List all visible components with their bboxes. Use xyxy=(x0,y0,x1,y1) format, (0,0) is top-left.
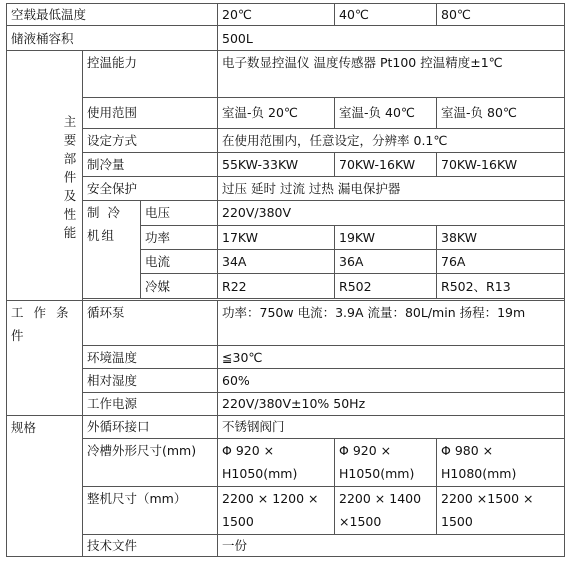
docs-value: 一份 xyxy=(218,534,565,557)
machine-size-v3: 2200 ×1500 × 1500 xyxy=(437,486,565,534)
tank-label: 储液桶容积 xyxy=(7,26,218,50)
row-setting xyxy=(7,129,565,153)
row-tank xyxy=(7,26,565,50)
refrigerant-v3: R502、R13 xyxy=(437,274,565,298)
tank-size-v1: Φ 920 × H1050(mm) xyxy=(218,438,335,486)
row-tank-size xyxy=(7,438,565,486)
machine-size-label: 整机尺寸（mm） xyxy=(83,486,218,534)
row-cooling xyxy=(7,153,565,176)
temp-control-value: 电子数显控温仪 温度传感器 Pt100 控温精度±1℃ xyxy=(218,50,565,97)
tank-size-v3: Φ 980 × H1080(mm) xyxy=(437,438,565,486)
row-docs xyxy=(7,534,565,557)
humidity-label: 相对湿度 xyxy=(83,368,218,392)
current-v3: 76A xyxy=(437,249,565,273)
use-range-v3: 室温-负 80℃ xyxy=(437,97,565,129)
unit-label: 制 冷 机组 xyxy=(83,201,141,299)
cooling-v3: 70KW-16KW xyxy=(437,153,565,176)
min-temp-v2: 40℃ xyxy=(335,4,437,26)
cooling-v1: 55KW-33KW xyxy=(218,153,335,176)
row-power-supply xyxy=(7,393,565,415)
conditions-group-label: 工 作 条 件 xyxy=(7,300,83,415)
env-temp-value: ≦30℃ xyxy=(218,346,565,368)
row-temp-control xyxy=(7,50,565,97)
temp-control-label: 控温能力 xyxy=(83,50,218,97)
row-pump xyxy=(7,300,565,346)
tank-size-v2: Φ 920 × H1050(mm) xyxy=(335,438,437,486)
min-temp-v3: 80℃ xyxy=(437,4,565,26)
refrigerant-v1: R22 xyxy=(218,274,335,298)
machine-size-v2: 2200 × 1400 ×1500 xyxy=(335,486,437,534)
power-label: 功率 xyxy=(141,225,218,249)
current-label: 电流 xyxy=(141,249,218,273)
safety-label: 安全保护 xyxy=(83,176,218,200)
power-supply-value: 220V/380V±10% 50Hz xyxy=(218,393,565,415)
spec-group-label: 规格 xyxy=(7,415,83,556)
refrigerant-label: 冷媒 xyxy=(141,274,218,298)
tank-size-label: 冷槽外形尺寸(mm) xyxy=(83,438,218,486)
power-v3: 38KW xyxy=(437,225,565,249)
power-v2: 19KW xyxy=(335,225,437,249)
power-supply-label: 工作电源 xyxy=(83,393,218,415)
env-temp-label: 环境温度 xyxy=(83,346,218,368)
voltage-value: 220V/380V xyxy=(218,201,565,225)
refrigerant-v2: R502 xyxy=(335,274,437,298)
min-temp-v1: 20℃ xyxy=(218,4,335,26)
spec-table xyxy=(6,3,565,557)
safety-value: 过压 延时 过流 过热 漏电保护器 xyxy=(218,176,565,200)
machine-size-v1: 2200 × 1200 × 1500 xyxy=(218,486,335,534)
docs-label: 技术文件 xyxy=(83,534,218,557)
use-range-v1: 室温-负 20℃ xyxy=(218,97,335,129)
setting-value: 在使用范围内，任意设定，分辨率 0.1℃ xyxy=(218,129,565,153)
row-voltage xyxy=(7,201,565,225)
use-range-label: 使用范围 xyxy=(83,97,218,129)
row-humidity xyxy=(7,368,565,392)
main-parts-group-label: 主要部件及性能 xyxy=(7,50,83,300)
humidity-value: 60% xyxy=(218,368,565,392)
current-v1: 34A xyxy=(218,249,335,273)
cooling-label: 制冷量 xyxy=(83,153,218,176)
pump-value: 功率：750w 电流：3.9A 流量：80L/min 扬程：19m xyxy=(218,300,565,346)
row-interface xyxy=(7,415,565,438)
pump-label: 循环泵 xyxy=(83,300,218,346)
current-v2: 36A xyxy=(335,249,437,273)
setting-label: 设定方式 xyxy=(83,129,218,153)
row-min-temp xyxy=(7,4,565,26)
power-v1: 17KW xyxy=(218,225,335,249)
min-temp-label: 空载最低温度 xyxy=(7,4,218,26)
use-range-v2: 室温-负 40℃ xyxy=(335,97,437,129)
row-use-range xyxy=(7,97,565,129)
tank-value: 500L xyxy=(218,26,565,50)
row-env-temp xyxy=(7,346,565,368)
voltage-label: 电压 xyxy=(141,201,218,225)
row-safety xyxy=(7,176,565,200)
interface-value: 不锈钢阀门 xyxy=(218,415,565,438)
row-machine-size xyxy=(7,486,565,534)
interface-label: 外循环接口 xyxy=(83,415,218,438)
cooling-v2: 70KW-16KW xyxy=(335,153,437,176)
